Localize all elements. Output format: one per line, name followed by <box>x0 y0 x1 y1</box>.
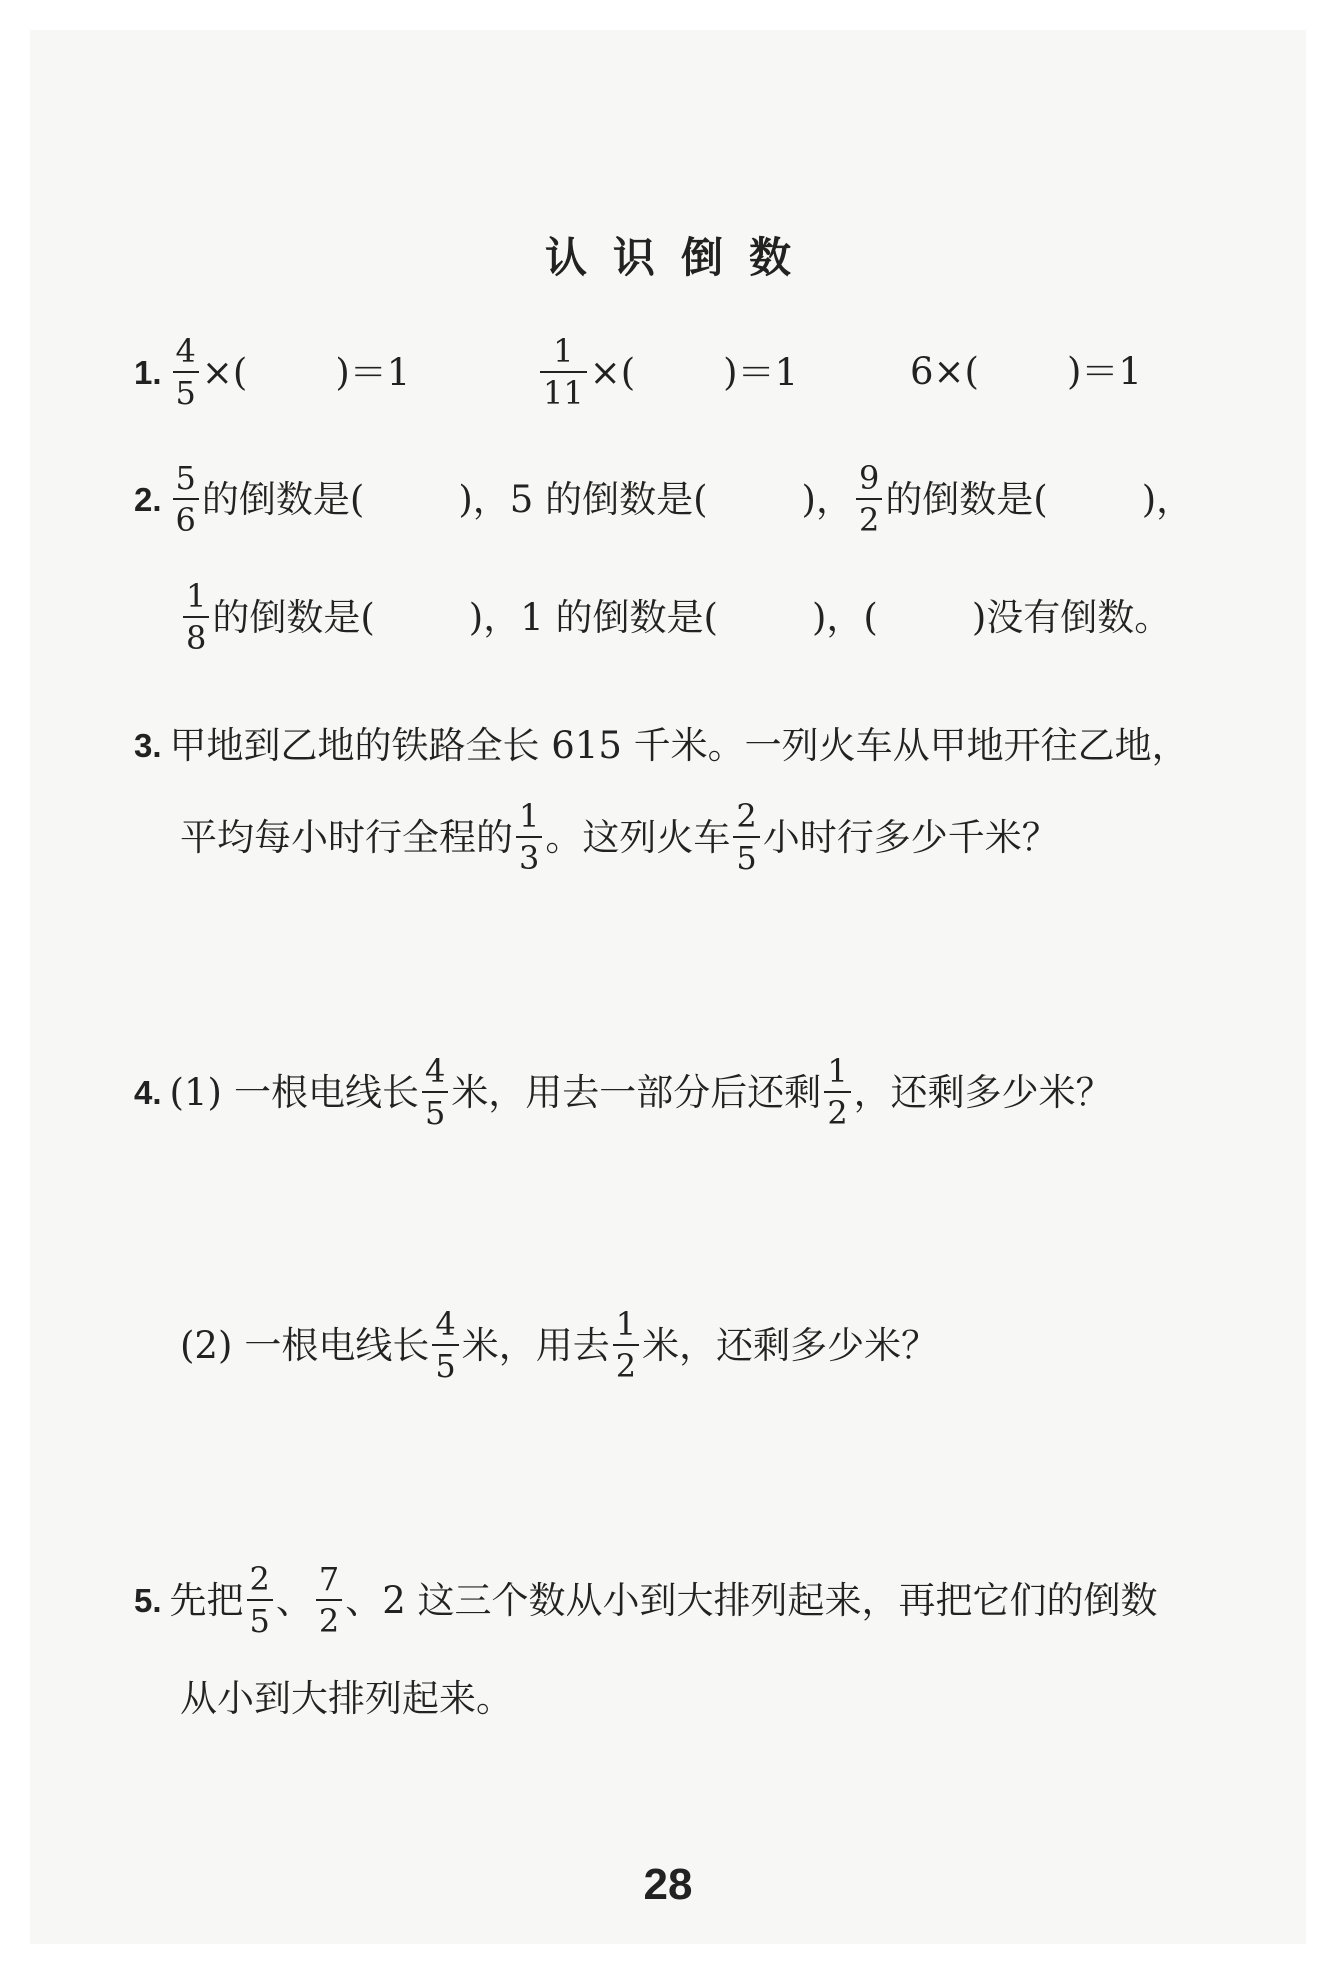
fraction: $\frac{2}{5}$ <box>733 800 759 874</box>
question-3-line-2: 平均每小时行全程的 $\frac{1}{3}$ 。这列火车 $\frac{2}{5}$ 小时行多少千米？ <box>180 797 1059 877</box>
question-4: 4. (1) 一根电线长 $\frac{4}{5}$ 米，用去一部分后还剩 $\frac{1}{2}$ ，还剩多少米？ <box>134 1052 1113 1132</box>
fraction: $\frac{1}{3}$ <box>516 800 542 874</box>
part-label: (1) <box>169 1070 222 1114</box>
fraction: $\frac{4}{5}$ <box>422 1055 448 1129</box>
fraction: $\frac{2}{5}$ <box>247 1563 273 1637</box>
fraction: $\frac{4}{5}$ <box>173 335 199 409</box>
question-4-part-2: (2) 一根电线长 $\frac{4}{5}$ 米，用去 $\frac{1}{2}$ 米，还剩多少米？ <box>180 1305 939 1385</box>
question-number: 1. <box>134 353 162 391</box>
question-5: 5. 先把 $\frac{2}{5}$ 、 $\frac{7}{2}$ 、2 这三个数从小到大排列起来，再把它们的倒数 <box>134 1560 1158 1640</box>
fraction: $\frac{5}{6}$ <box>173 462 199 536</box>
question-1-part-3: 6×( )＝1 <box>910 350 1142 393</box>
question-1-part-2: $\frac{1}{11}$ ×( )＝1 <box>537 335 798 409</box>
question-2-line-2: $\frac{1}{8}$ 的倒数是( )， 1 的倒数是( )， ( )没有倒数。 <box>180 580 1171 654</box>
question-2: 2. $\frac{5}{6}$ 的倒数是( )， 5 的倒数是( )， $\frac{9}{2}$ 的倒数是( )， <box>134 459 1194 539</box>
question-3: 3. 甲地到乙地的铁路全长 615 千米。一列火车从甲地开往乙地， <box>134 724 1189 767</box>
fraction: $\frac{1}{2}$ <box>824 1055 850 1129</box>
fraction: $\frac{1}{8}$ <box>183 580 209 654</box>
question-number: 5. <box>134 1581 162 1619</box>
fraction: $\frac{7}{2}$ <box>316 1563 342 1637</box>
question-number: 4. <box>134 1073 162 1111</box>
fraction: $\frac{4}{5}$ <box>432 1308 458 1382</box>
fraction: $\frac{9}{2}$ <box>856 462 882 536</box>
worksheet-page <box>30 30 1306 1944</box>
page-title: 认识倒数 <box>544 233 817 282</box>
question-1: 1. $\frac{4}{5}$ ×( )＝1 <box>134 332 411 412</box>
question-number: 2. <box>134 480 162 518</box>
fraction: $\frac{1}{2}$ <box>613 1308 639 1382</box>
page-number: 28 <box>643 1860 693 1909</box>
part-label: (2) <box>180 1323 233 1367</box>
question-number: 3. <box>134 727 162 764</box>
fraction: $\frac{1}{11}$ <box>540 335 587 409</box>
question-5-line-2: 从小到大排列起来。 <box>180 1677 513 1720</box>
